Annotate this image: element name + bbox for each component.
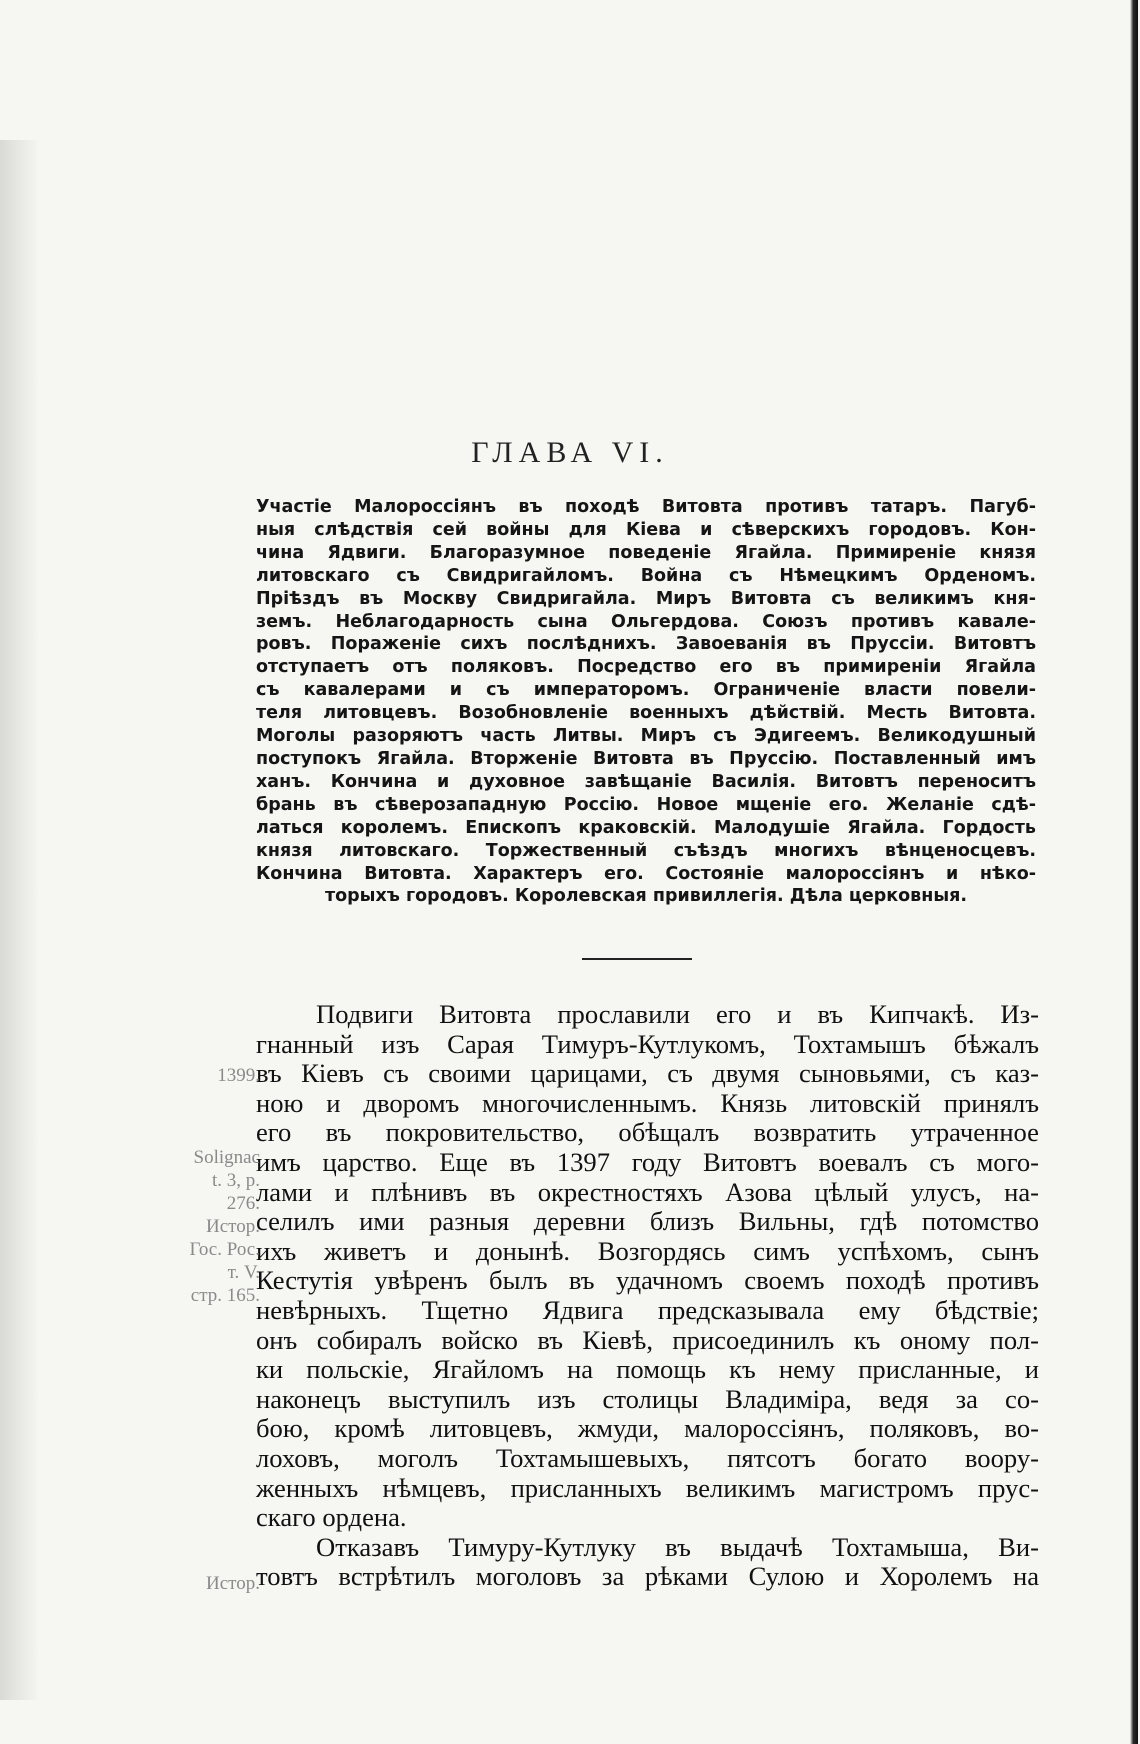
summary-line: чина Ядвиги. Благоразумное поведеніе Ягайла. Примиреніе князя — [256, 542, 1036, 563]
summary-line: Кончина Витовта. Характеръ его. Состояніе малороссіянъ и нѣко- — [256, 863, 1036, 884]
body-line: товтъ встрѣтилъ моголовъ за рѣками Сулою и Хоролемъ на — [256, 1561, 1039, 1592]
summary-line: теля литовцевъ. Возобновленіе военныхъ дѣйствій. Месть Витовта. — [256, 703, 1036, 724]
body-line: его въ покровительство, обѣщалъ возвратить утраченное — [256, 1117, 1039, 1148]
body-line: невѣрныхъ. Тщетно Ядвига предсказывала ему бѣдствіе; — [256, 1294, 1039, 1325]
body-line: имъ царство. Еще въ 1397 году Витовтъ воевалъ съ мого- — [256, 1146, 1039, 1177]
main-text — [256, 1000, 1039, 1592]
body-line: въ Кіевъ съ своими царицами, съ двумя сыновьями, съ каз- — [256, 1058, 1039, 1089]
summary-line: отступаетъ отъ поляковъ. Посредство его въ примиреніи Ягайла — [256, 657, 1036, 678]
body-line: Подвиги Витовта прославили его и въ Кипчакѣ. Из- — [316, 999, 1039, 1029]
margin-note-line: стр. 165. — [190, 1285, 260, 1306]
summary-line: торыхъ городовъ. Королевская привиллегія. Дѣла церковныя. — [324, 886, 968, 907]
body-line: женныхъ нѣмцевъ, присланныхъ великимъ магистромъ прус- — [256, 1472, 1039, 1503]
margin-note-year: 1399. — [217, 1065, 260, 1086]
body-line: Отказавъ Тимуру-Кутлуку въ выдачѣ Тохтамыша, Ви- — [316, 1531, 1039, 1562]
body-line: селилъ ими разныя деревни близъ Вильны, гдѣ потомство — [256, 1206, 1039, 1237]
body-line: скаго ордена. — [256, 1502, 407, 1533]
summary-line: земъ. Неблагодарность сына Ольгердова. Союзъ противъ кавале- — [256, 611, 1036, 632]
margin-note-line: 276. — [226, 1193, 260, 1214]
body-line: лоховъ, моголъ Тохтамышевыхъ, пятсотъ богато воору- — [256, 1442, 1039, 1473]
summary-line: Моголы разоряютъ часть Литвы. Миръ съ Эдигеемъ. Великодушный — [256, 726, 1036, 747]
body-line: ною и дворомъ многочисленнымъ. Князь литовскій принялъ — [256, 1087, 1039, 1118]
section-divider — [582, 958, 692, 960]
margin-note-line: t. 3, p. — [211, 1170, 260, 1191]
summary-line: князя литовскаго. Торжественный съѣздъ многихъ вѣнценосцевъ. — [256, 840, 1036, 861]
body-line: бою, кромѣ литовцевъ, жмуди, малороссіянъ, поляковъ, во- — [256, 1413, 1039, 1444]
summary-line: поступокъ Ягайла. Вторженіе Витовта въ Пруссію. Поставленный имъ — [256, 748, 1036, 769]
margin-note-istor: Истор. — [206, 1573, 260, 1594]
margin-note-sources — [130, 1146, 260, 1307]
margin-note-line: Истор. — [206, 1216, 260, 1237]
summary-line: брань въ сѣверозападную Россію. Новое мщеніе его. Желаніе сдѣ- — [256, 794, 1036, 815]
body-line: ки польскіе, Ягайломъ на помощь къ нему присланные, и — [256, 1354, 1039, 1385]
summary-line: латься королемъ. Епископъ краковскій. Малодушіе Ягайла. Гордость — [256, 817, 1036, 838]
summary-line: ныя слѣдствія сей войны для Кіева и сѣверскихъ городовъ. Кон- — [256, 519, 1036, 540]
margin-note-line: Гос. Рос. — [189, 1239, 260, 1260]
summary-line: Пріѣздъ въ Москву Свидригайла. Миръ Витовта съ великимъ кня- — [256, 588, 1036, 609]
summary-line: ровъ. Пораженіе сихъ послѣднихъ. Завоеванія въ Пруссіи. Витовтъ — [256, 634, 1036, 655]
chapter-title: ГЛАВА VI. — [471, 436, 669, 469]
body-line: Кестутія увѣренъ былъ въ удачномъ своемъ походѣ противъ — [256, 1265, 1039, 1296]
scan-left-shading — [0, 140, 40, 1700]
summary-line: съ кавалерами и съ императоромъ. Ограниченіе власти повели- — [256, 680, 1036, 701]
body-line: онъ собиралъ войско въ Кіевѣ, присоединилъ къ оному пол- — [256, 1324, 1039, 1355]
summary-line: литовскаго съ Свидригайломъ. Война съ Нѣмецкимъ Орденомъ. — [256, 565, 1036, 586]
margin-note-line: т. V. — [227, 1262, 260, 1283]
body-line: лами и плѣнивъ въ окрестностяхъ Азова цѣлый улусъ, на- — [256, 1176, 1039, 1207]
body-line: гнанный изъ Сарая Тимуръ-Кутлукомъ, Тохтамышъ бѣжалъ — [256, 1028, 1039, 1059]
summary-line: ханъ. Кончина и духовное завѣщаніе Василія. Витовтъ переноситъ — [256, 771, 1036, 792]
summary-line: Участіе Малороссіянъ въ походѣ Витовта противъ татаръ. Пагуб- — [256, 497, 1036, 517]
body-line: ихъ живетъ и донынѣ. Возгордясь симъ успѣхомъ, сынъ — [256, 1235, 1039, 1266]
scan-right-edge — [1130, 0, 1138, 1744]
margin-note-line: Solignac — [193, 1147, 260, 1168]
body-line: наконецъ выступилъ изъ столицы Владиміра, ведя за со- — [256, 1383, 1039, 1414]
chapter-summary — [256, 496, 1036, 908]
